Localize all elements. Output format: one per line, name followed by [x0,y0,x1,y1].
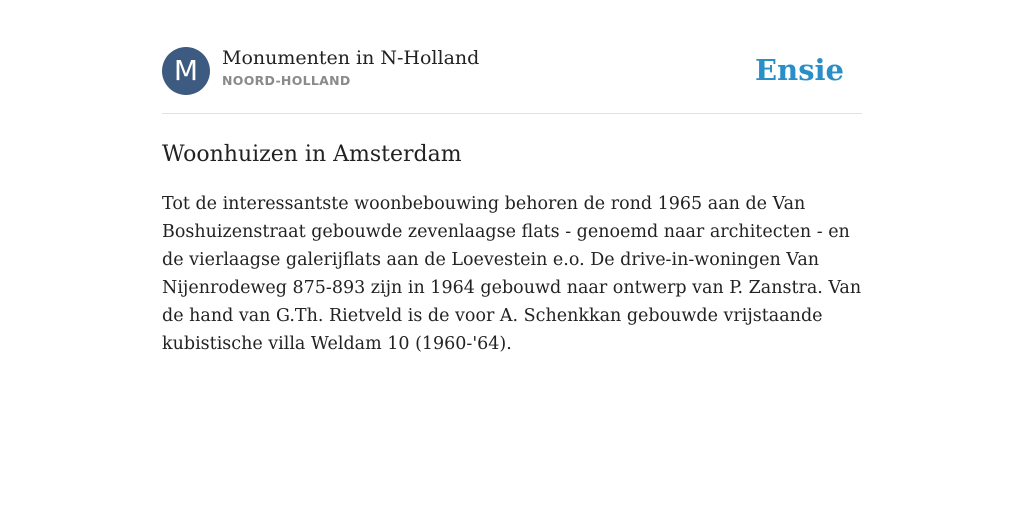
source-subtitle: NOORD-HOLLAND [222,73,351,88]
source-title[interactable]: Monumenten in N-Holland [222,47,480,69]
ensie-logo[interactable]: Ensie [755,53,844,87]
avatar[interactable]: M [162,47,210,95]
header-titles [222,45,479,90]
card-header [162,0,862,114]
article-card [162,0,862,358]
article-body: Tot de interessantste woonbebouwing behoren de rond 1965 aan de Van Boshuizenstraat gebouwde zevenlaagse flats - genoemd naar architecten - en de vierlaagse galerijflats aan de Loevestein e.o. De drive-in-woningen Van Nijenrodeweg 875-893 zijn in 1964 gebouwd naar ontwerp van P. Zanstra. Van de hand van G.Th. Rietveld is de voor A. Schenkkan gebouwde vrijstaande kubistische villa Weldam 10 (1960-'64). [162,194,862,354]
article-title: Woonhuizen in Amsterdam [162,142,462,167]
